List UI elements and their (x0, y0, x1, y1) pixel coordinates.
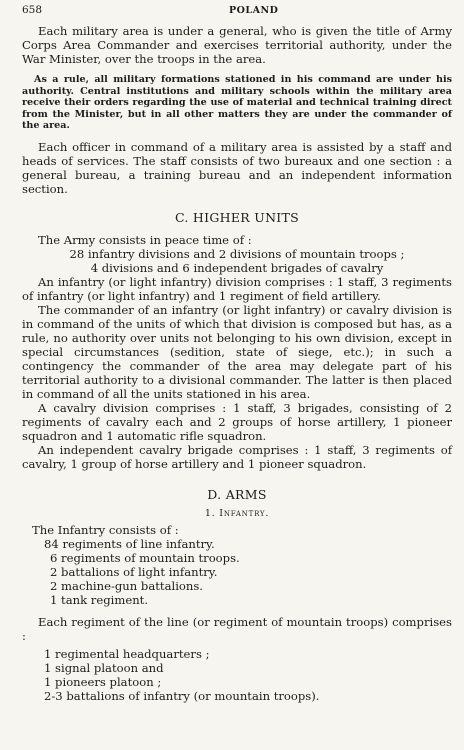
subsection-title-infantry: 1. Infantry. (204, 507, 270, 519)
list-item: 1 tank regiment. (50, 592, 149, 607)
regiment-list (22, 647, 452, 703)
note-paragraph: As a rule, all military formations stationed in his command are under his authority. Central institutions and military schools within the military area receive their orders regarding the use of material and technical training direct from the Minister, but in all other matters they are under the commander of the area. (22, 74, 452, 131)
list-item: 1 signal platoon and (44, 660, 164, 675)
paragraph-staff: Each officer in command of a military area is assisted by a staff and heads of services. The staff consists of two bureaux and one section : a general bureau, a training bureau and an independent information section. (22, 139, 452, 196)
running-header (22, 4, 452, 20)
army-peace-time-lead: The Army consists in peace time of : (38, 232, 252, 247)
section-title-higher-units: C. HIGHER UNITS (174, 209, 300, 225)
infantry-divisions-line: 28 infantry divisions and 2 divisions of mountain troops ; (69, 246, 405, 261)
paragraph-military-area: Each military area is under a general, who is given the title of Army Corps Area Commander and exercises territorial authority, under the War Minister, over the troops in the area. (22, 24, 452, 66)
paragraph-infantry-division: An infantry (or light infantry) division comprises : 1 staff, 3 regiments of infantry (or light infantry) and 1 regiment of field artillery. (22, 274, 452, 303)
paragraph-cavalry-division: A cavalry division comprises : 1 staff, 3 brigades, consisting of 2 regiments of cavalry each and 2 groups of horse artillery, 1 pioneer squadron and 1 automatic rifle squadron. (22, 400, 452, 443)
page-number: 658 (22, 4, 43, 16)
paragraph-cavalry-brigade: An independent cavalry brigade comprises : 1 staff, 3 regiments of cavalry, 1 group of horse artillery and 1 pioneer squadron. (22, 442, 452, 471)
cavalry-divisions-line: 4 divisions and 6 independent brigades of cavalry (90, 260, 384, 275)
infantry-consists-lead: The Infantry consists of : (32, 522, 179, 537)
regiment-comprises-lead: Each regiment of the line (or regiment of mountain troops) comprises : (22, 614, 452, 643)
list-item: 2-3 battalions of infantry (or mountain troops). (44, 688, 320, 703)
list-item: 2 machine-gun battalions. (50, 578, 203, 593)
infantry-list (22, 537, 452, 607)
list-item: 84 regiments of line infantry. (44, 536, 215, 551)
paragraph-division-commander: The commander of an infantry (or light infantry) or cavalry division is in command of the units of which that division is composed but has, as a rule, no authority over units not belonging to his own division, except in special circumstances (sedition, state of siege, etc.); in such a contingency the commander of the area may delegate part of his territorial authority to a divisional commander. The latter is then placed in command of all the units stationed in his area. (22, 302, 452, 401)
list-item: 1 pioneers platoon ; (44, 674, 162, 689)
list-item: 2 battalions of light infantry. (50, 564, 218, 579)
list-item: 6 regiments of mountain troops. (50, 550, 240, 565)
list-item: 1 regimental headquarters ; (44, 646, 210, 661)
section-title-arms: D. ARMS (207, 486, 267, 502)
running-title: POLAND (229, 5, 279, 16)
